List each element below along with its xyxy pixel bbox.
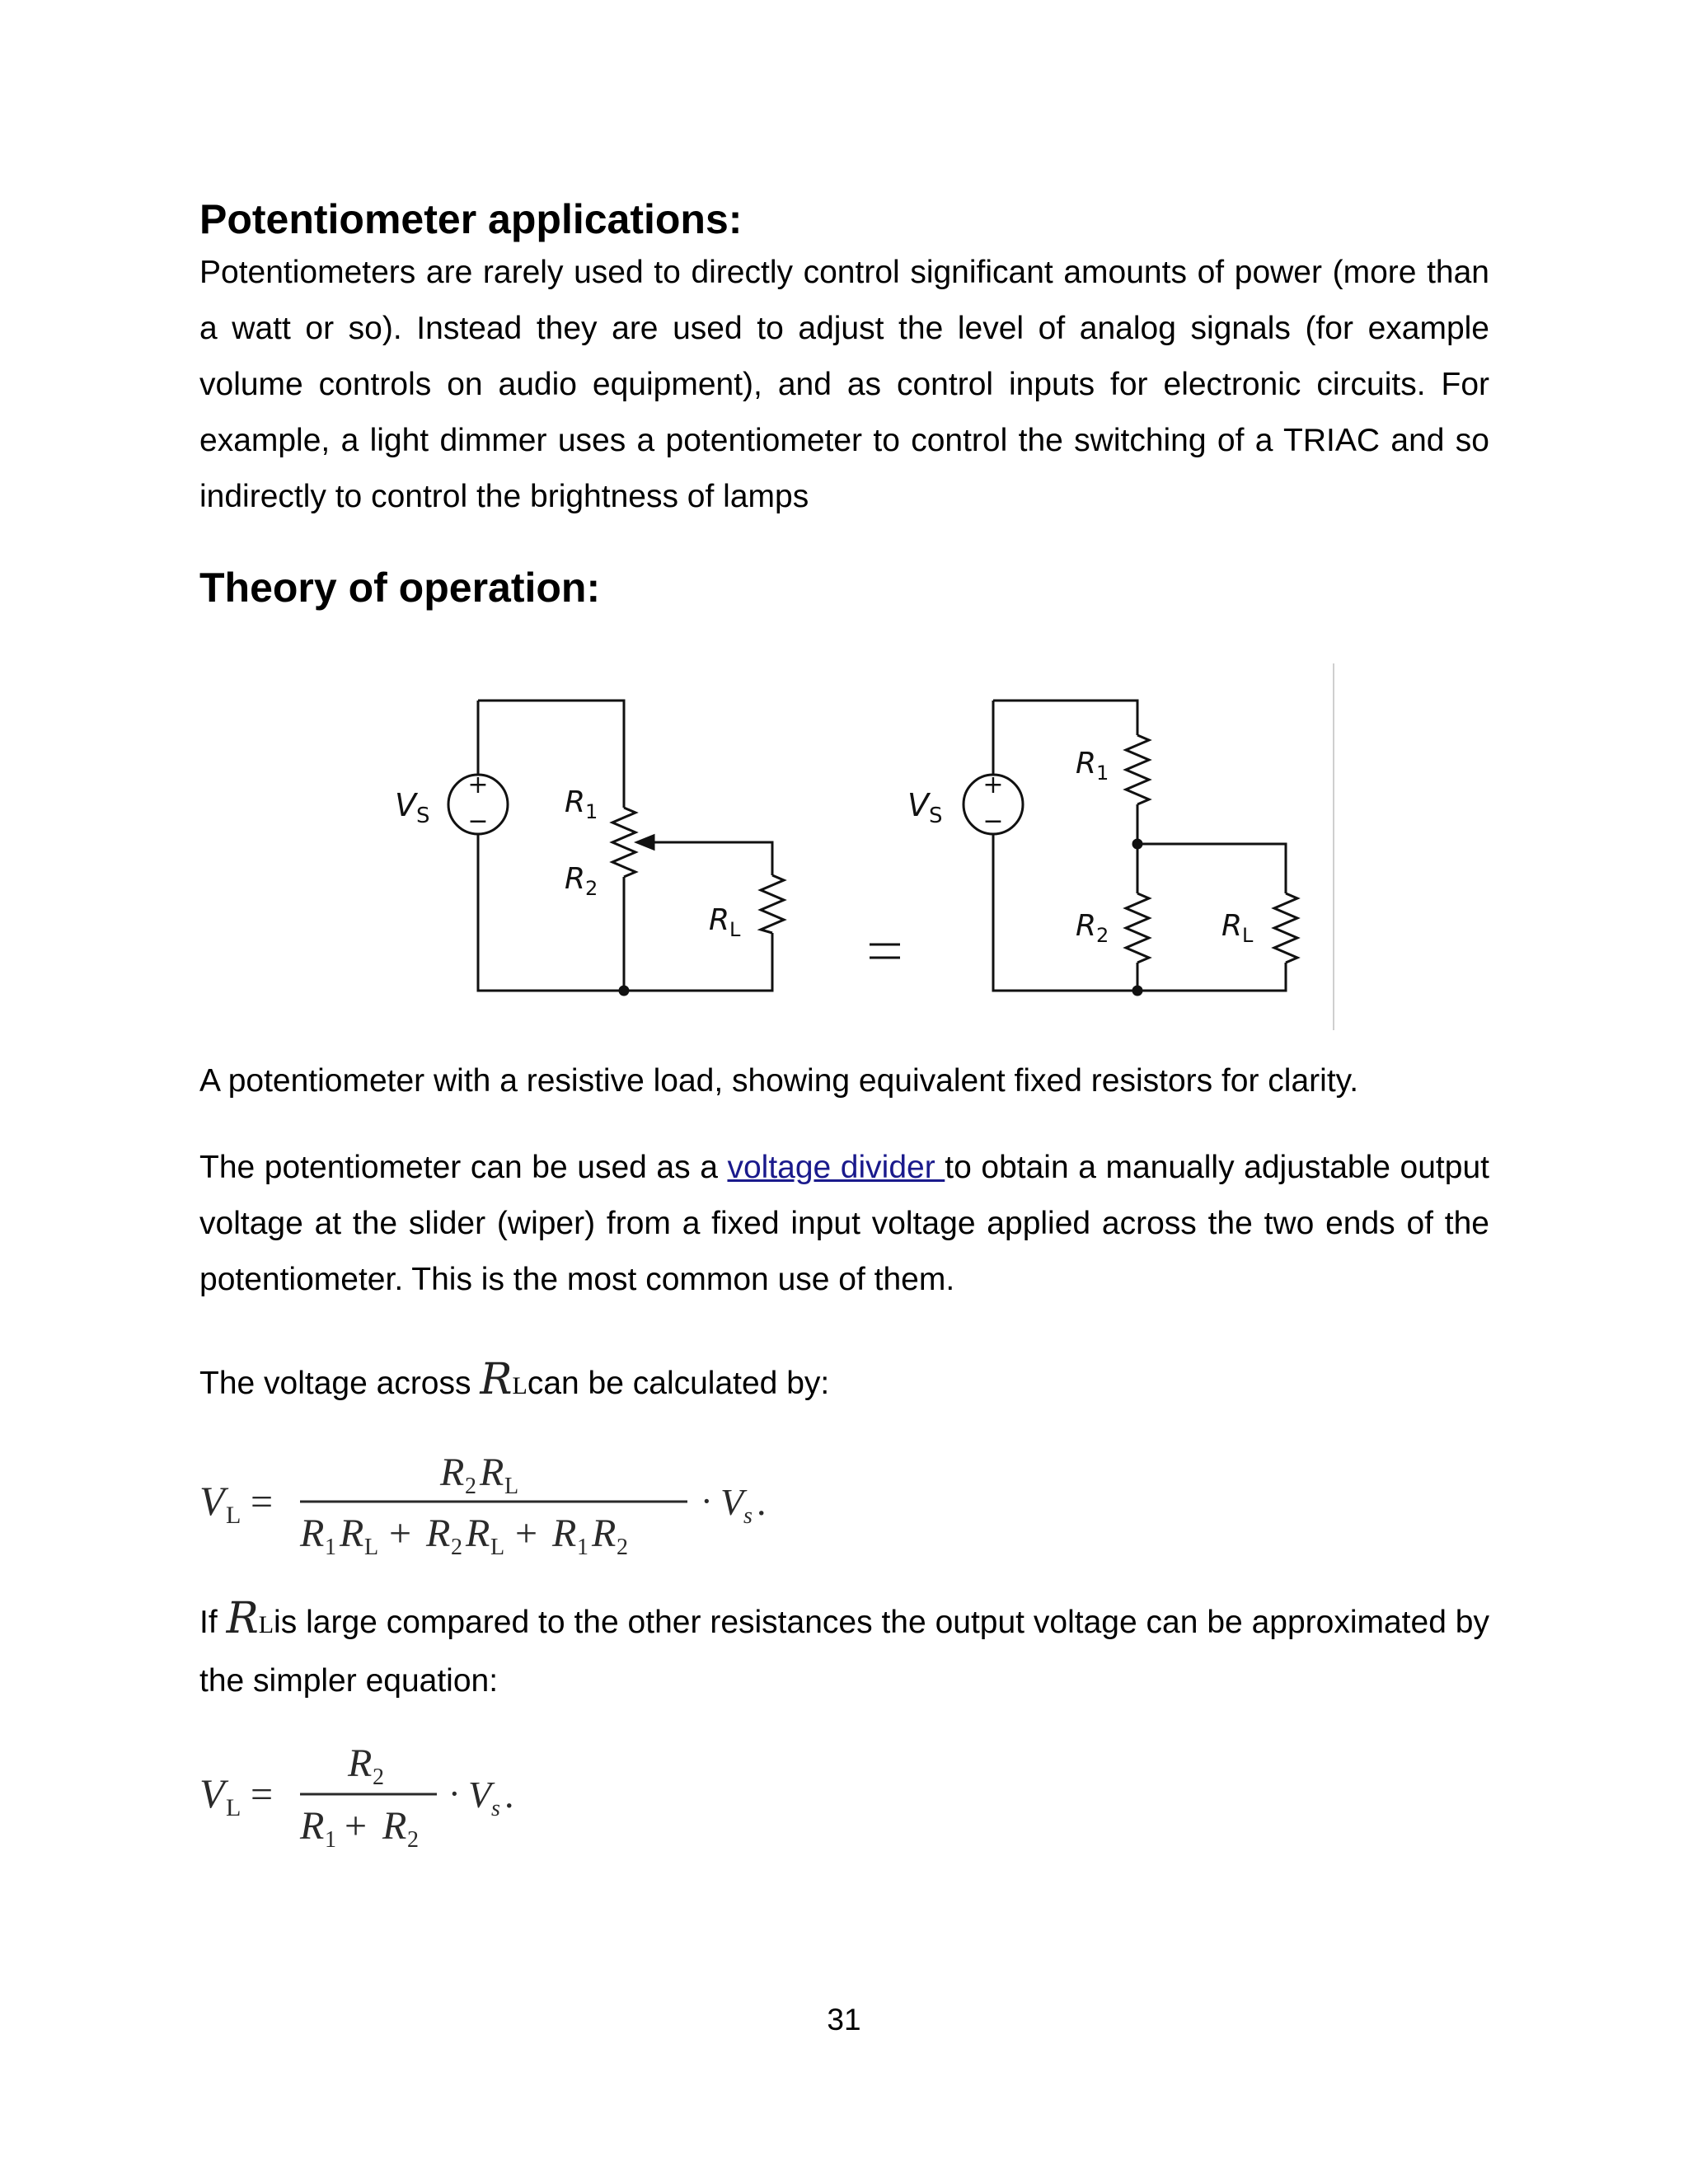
svg-text:R: R — [426, 1511, 451, 1555]
potentiometer-circuit — [448, 701, 784, 991]
svg-text:1: 1 — [325, 1535, 336, 1558]
svg-text:L: L — [226, 1794, 241, 1821]
label-r2: $R_2$ — [1076, 909, 1109, 947]
plus-sign: + — [982, 771, 1004, 799]
label-rl: $R_L$ — [709, 903, 741, 941]
potentiometer-resistor — [612, 808, 635, 877]
svg-text:=: = — [251, 1480, 274, 1524]
heading-theory-of-operation: Theory of operation: — [199, 565, 601, 611]
load-resistor — [761, 875, 784, 933]
r1-resistor — [1126, 735, 1149, 804]
svg-text:L: L — [226, 1502, 241, 1529]
equals-sign — [870, 944, 900, 958]
rl-resistor — [1274, 893, 1297, 963]
label-vs: $V_S$ — [907, 787, 943, 828]
svg-text:R: R — [382, 1804, 407, 1848]
paragraph-approximation: If RLis large compared to the other resistances the output voltage can be approximated by the simpler equation: — [199, 1594, 1489, 1699]
svg-text:2: 2 — [617, 1535, 628, 1558]
wire — [478, 701, 624, 808]
svg-text:.: . — [757, 1481, 767, 1523]
svg-text:V: V — [720, 1481, 744, 1523]
svg-text:V: V — [199, 1478, 225, 1524]
circuit-diagram — [379, 659, 1348, 1038]
svg-text:+: + — [389, 1511, 412, 1555]
page-number: 31 — [827, 2003, 861, 2036]
denominator — [299, 1511, 628, 1558]
wiper-wire — [645, 842, 772, 875]
equation-simplified — [199, 1735, 628, 1850]
svg-text:1: 1 — [325, 1827, 336, 1850]
junction-dot — [1133, 987, 1142, 995]
svg-text:2: 2 — [451, 1535, 462, 1558]
label-vs: $V_S$ — [395, 787, 430, 828]
svg-text:=: = — [251, 1773, 274, 1816]
svg-text:.: . — [504, 1774, 514, 1816]
svg-text:2: 2 — [373, 1765, 384, 1790]
svg-text:2: 2 — [407, 1827, 419, 1850]
voltage-divider-link[interactable]: voltage divider — [727, 1150, 945, 1185]
svg-text:+: + — [345, 1804, 368, 1848]
svg-text:R: R — [340, 1511, 364, 1555]
label-r1: $R_1$ — [565, 785, 598, 823]
wiper-arrow — [637, 836, 654, 849]
junction-dot — [620, 987, 628, 995]
svg-text:L: L — [490, 1535, 505, 1558]
label-r1: $R_1$ — [1076, 747, 1109, 785]
svg-text:2: 2 — [465, 1474, 476, 1499]
svg-text:R: R — [300, 1511, 325, 1555]
svg-text:R: R — [440, 1451, 465, 1494]
svg-text:s: s — [491, 1796, 500, 1821]
numerator — [439, 1451, 518, 1499]
svg-text:s: s — [743, 1503, 753, 1529]
minus-sign: − — [467, 807, 489, 836]
wire — [993, 701, 1137, 735]
wire — [1137, 844, 1286, 893]
svg-text:R: R — [300, 1804, 325, 1848]
label-r2: $R_2$ — [565, 862, 598, 900]
paragraph-voltage-divider: The potentiometer can be used as a voltage divider to obtain a manually adjustable output voltage at the slider (wiper) from a fixed input voltage applied across the two ends of the potentiometer. This is the most common use of them. — [199, 1150, 1489, 1297]
heading-potentiometer-applications: Potentiometer applications: — [199, 196, 743, 242]
svg-text:R: R — [552, 1511, 577, 1555]
svg-text:R: R — [466, 1511, 490, 1555]
svg-text:R: R — [480, 1451, 504, 1494]
svg-text:V: V — [468, 1774, 492, 1816]
svg-text:R: R — [592, 1511, 617, 1555]
r2-resistor — [1126, 893, 1149, 963]
equation-full — [199, 1442, 826, 1558]
svg-text:·: · — [701, 1481, 713, 1521]
paragraph-applications: Potentiometers are rarely used to directly control significant amounts of power (more than a watt or so). Instead they are used to adjust the level of analog signals (for example volume controls on audio equipment), and as control inputs for electronic circuits. For example, a light dimmer uses a potentiometer to control the switching of a TRIAC and so indirectly to control the brightness of lamps — [199, 255, 1489, 514]
svg-text:·: · — [448, 1774, 461, 1814]
rl-symbol: R — [226, 1594, 259, 1643]
rl-symbol: R — [480, 1355, 513, 1404]
label-rl: $R_L$ — [1221, 909, 1254, 947]
minus-sign: − — [982, 807, 1004, 836]
svg-text:1: 1 — [577, 1535, 588, 1558]
plus-sign: + — [467, 771, 489, 799]
svg-text:+: + — [515, 1511, 538, 1555]
equivalent-circuit — [964, 701, 1297, 991]
svg-text:R: R — [348, 1741, 373, 1785]
figure-caption: A potentiometer with a resistive load, showing equivalent fixed resistors for clarity. — [199, 1063, 1359, 1099]
junction-dot — [1133, 840, 1142, 848]
svg-text:V: V — [199, 1770, 225, 1816]
paragraph-voltage-across: The voltage across RLcan be calculated by: — [199, 1355, 830, 1404]
svg-text:L: L — [504, 1474, 519, 1499]
svg-text:L: L — [364, 1535, 379, 1558]
